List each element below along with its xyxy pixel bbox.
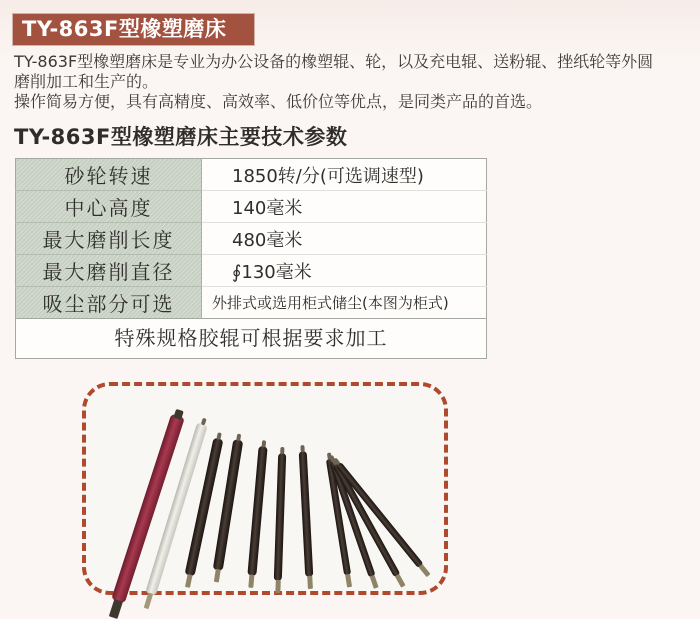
spec-row (16, 255, 487, 287)
roller-shaft-top (236, 434, 241, 442)
spec-row (16, 159, 487, 191)
specs-footer-note: 特殊规格胶辊可根据要求加工 (15, 318, 487, 359)
roller-shaft-bottom (345, 574, 352, 588)
roller-shaft-bottom (418, 564, 430, 577)
spec-label: 中心高度 (16, 191, 202, 223)
rollers-group (86, 386, 444, 591)
roller-dark (299, 451, 314, 577)
intro-paragraph-2: 操作简易方便，具有高精度、高效率、低价位等优点，是同类产品的首选。 (14, 92, 543, 111)
spec-value: 480毫米 (202, 223, 487, 255)
spec-label: 最大磨削长度 (16, 223, 202, 255)
roller-shaft-bottom (143, 592, 152, 609)
spec-label: 吸尘部分可选 (16, 287, 202, 319)
roller-shaft-top (280, 447, 284, 454)
roller-shaft-top (216, 432, 221, 440)
spec-value: 140毫米 (202, 191, 487, 223)
spec-row (16, 287, 487, 319)
intro-text (14, 52, 666, 112)
page-title: TY-863F型橡塑磨床 (22, 17, 227, 41)
roller-shaft-bottom (394, 574, 405, 588)
intro-paragraph-1: TY-863F型橡塑磨床是专业为办公设备的橡塑辊、轮，以及充电辊、送粉辊、挫纸轮等外圆磨削加工和生产的。 (14, 52, 654, 91)
spec-label: 砂轮转速 (16, 159, 202, 191)
product-photo (82, 382, 448, 595)
roller-shaft-bottom (185, 574, 193, 588)
spec-label: 最大磨削直径 (16, 255, 202, 287)
roller-shaft-top (173, 408, 183, 419)
spec-value: 1850转/分(可选调速型) (202, 159, 487, 191)
roller-dark (274, 453, 286, 581)
specs-section (15, 158, 487, 359)
page-title-bar (13, 14, 254, 45)
spec-value: 外排式或选用柜式储尘(本图为柜式) (202, 287, 487, 319)
specs-section-title: TY-863F型橡塑磨床主要技术参数 (14, 125, 348, 149)
roller-shaft-top (200, 418, 206, 426)
roller-dark (247, 446, 267, 576)
specs-table-body (16, 159, 487, 319)
roller-shaft-bottom (248, 575, 254, 588)
roller-shaft-bottom (213, 569, 220, 583)
spec-value: ∮130毫米 (202, 255, 487, 287)
specs-table (15, 158, 487, 319)
roller-shaft-bottom (275, 580, 280, 593)
roller-shaft-top (300, 445, 304, 452)
roller-shaft-bottom (307, 576, 313, 589)
spec-row (16, 191, 487, 223)
roller-shaft-bottom (108, 598, 122, 618)
roller-shaft-bottom (369, 575, 378, 589)
roller-shaft-top (261, 440, 266, 447)
spec-row (16, 223, 487, 255)
